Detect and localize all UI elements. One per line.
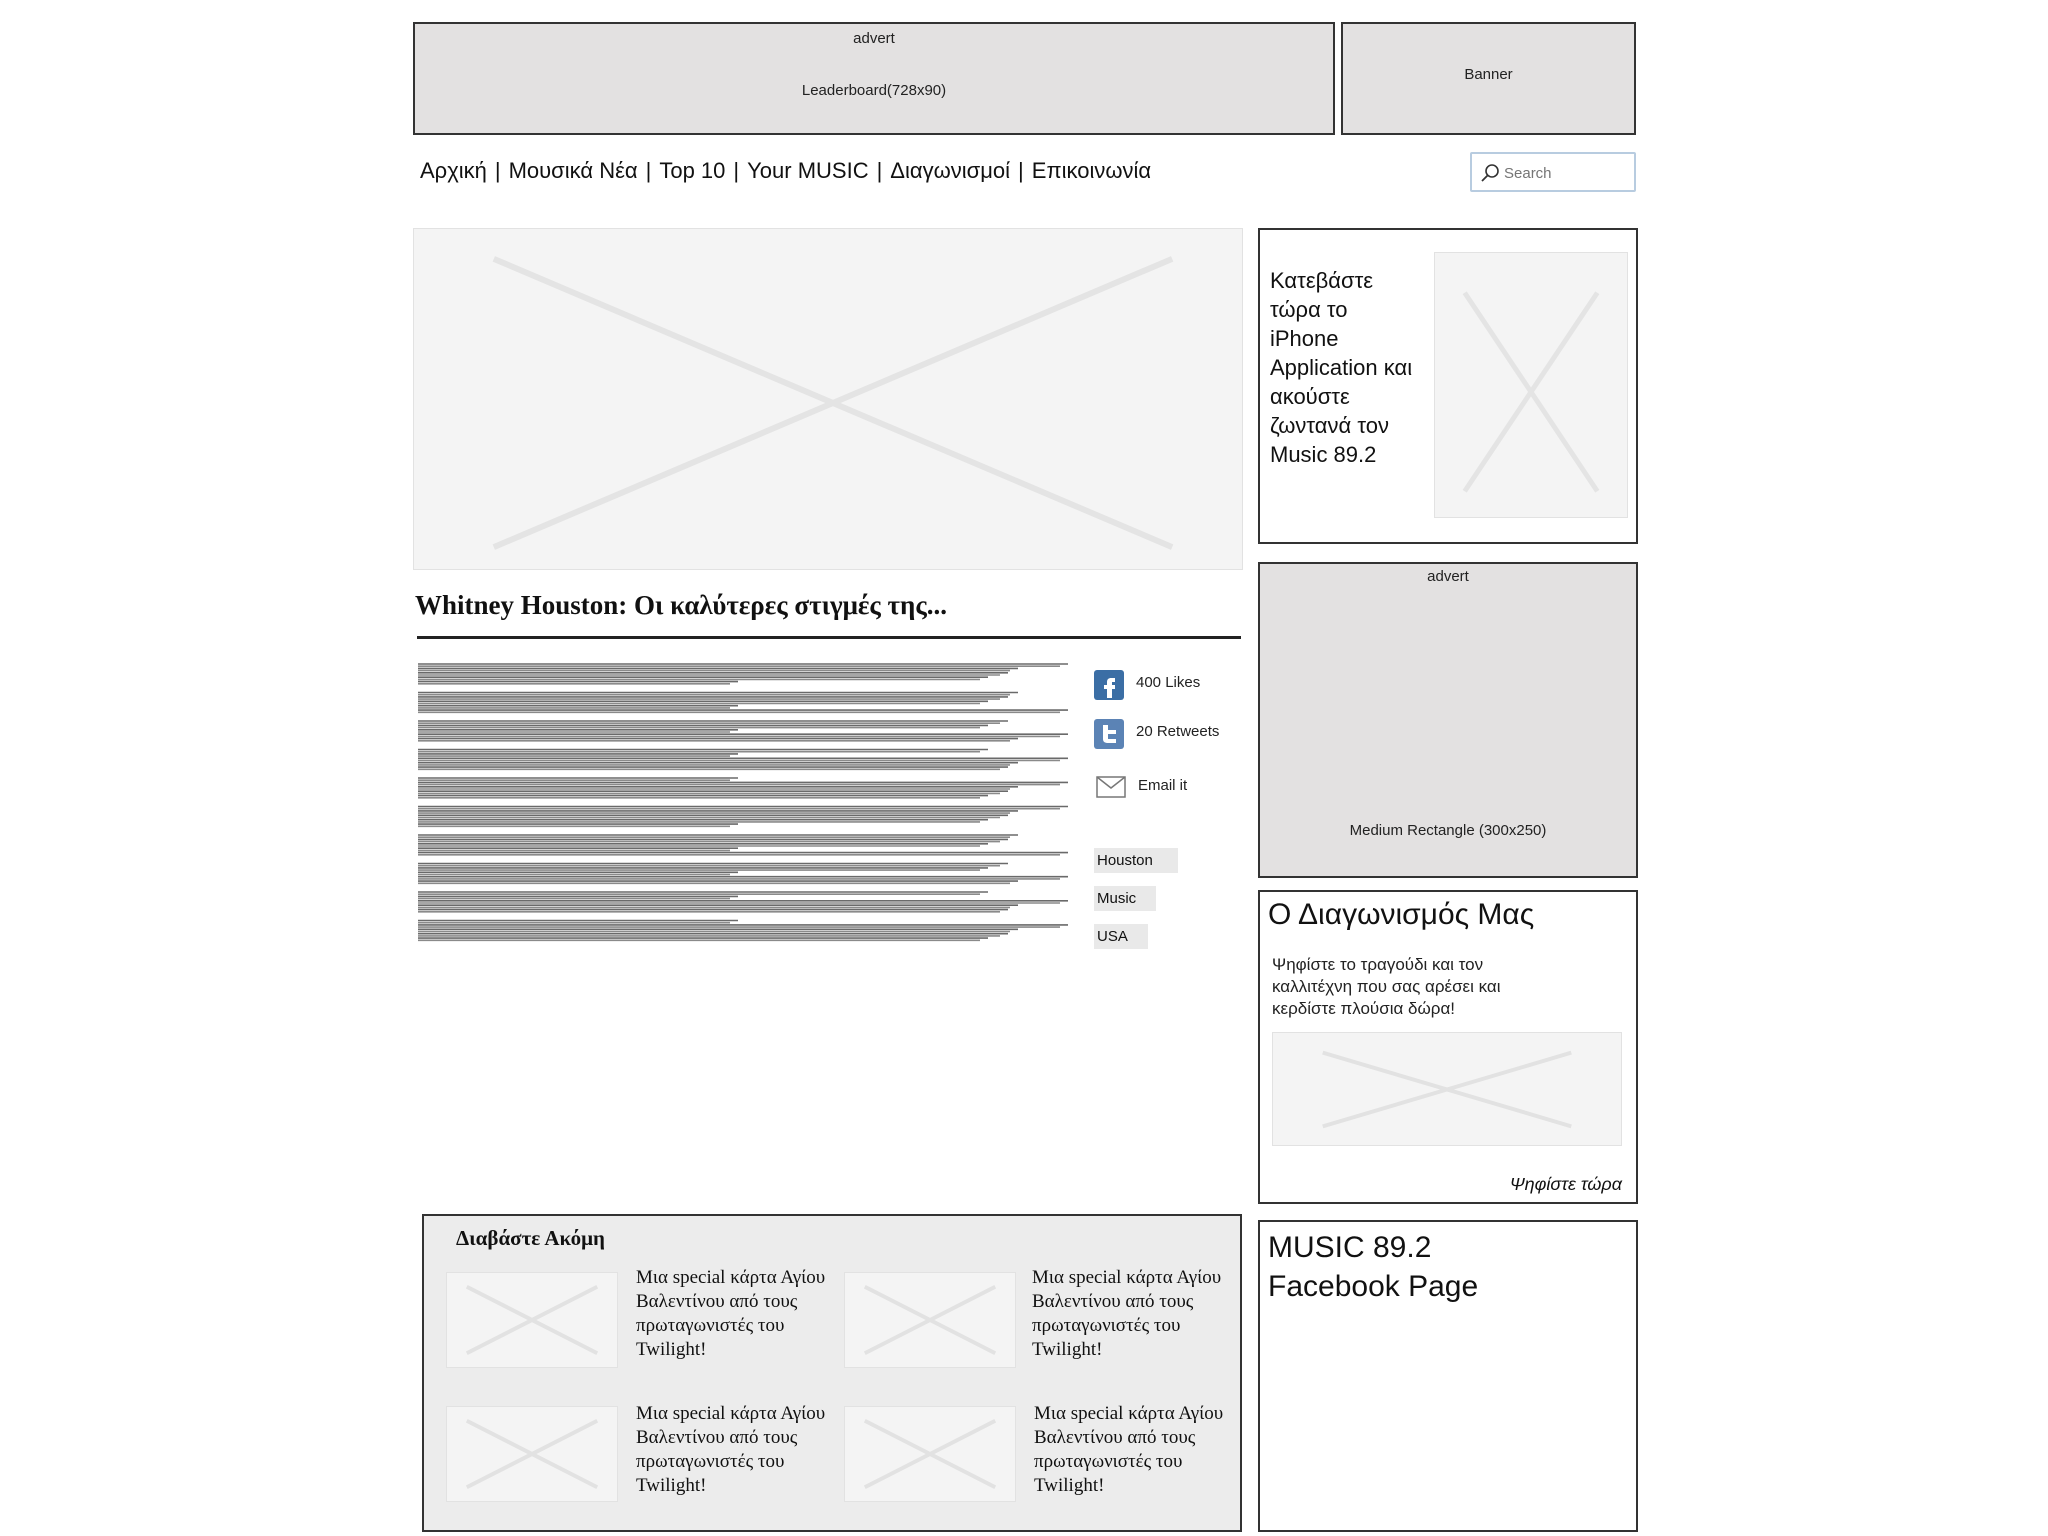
iphone-promo-text: Κατεβάστε τώρα το iPhone Application και ακούστε ζωντανά τον Music 89.2: [1270, 268, 1413, 467]
article-body: [418, 660, 1068, 1190]
email-icon[interactable]: [1096, 776, 1126, 798]
leaderboard-ad-title: advert: [853, 30, 895, 47]
read-more-thumb-1[interactable]: [446, 1272, 618, 1368]
medium-rectangle-ad-title: advert: [1427, 568, 1469, 585]
nav-item-home[interactable]: Αρχική: [420, 158, 487, 183]
read-more-thumb-4[interactable]: [844, 1406, 1016, 1502]
read-more-item-4-text[interactable]: Μια special κάρτα Αγίου Βαλεντίνου από τους πρωταγωνιστές του Twilight!: [1034, 1403, 1224, 1496]
twitter-retweets: 20 Retweets: [1136, 723, 1220, 740]
leaderboard-ad[interactable]: [413, 22, 1335, 135]
contest-description: Ψηφίστε το τραγούδι και τον καλλιτέχνη που σας αρέσει και κερδίστε πλούσια δώρα!: [1272, 955, 1501, 1018]
facebook-page-title: MUSIC 89.2 Facebook Page: [1268, 1231, 1479, 1303]
main-nav: Αρχική | Μουσικά Νέα | Top 10 | Your MUSIC | Διαγωνισμοί | Επικοινωνία: [420, 158, 1152, 183]
banner-ad-label: Banner: [1464, 66, 1513, 83]
contest-vote-link[interactable]: Ψηφίστε τώρα: [1509, 1174, 1622, 1194]
email-it-link[interactable]: Email it: [1138, 777, 1188, 794]
facebook-page-box[interactable]: [1258, 1220, 1638, 1532]
nav-item-contests[interactable]: Διαγωνισμοί: [890, 158, 1011, 183]
facebook-likes: 400 Likes: [1136, 674, 1201, 691]
nav-item-music-news[interactable]: Μουσικά Νέα: [508, 158, 638, 183]
read-more-thumb-2[interactable]: [844, 1272, 1016, 1368]
read-more-thumb-3[interactable]: [446, 1406, 618, 1502]
contest-box: [1258, 890, 1638, 1204]
nav-item-your-music[interactable]: Your MUSIC: [747, 158, 869, 183]
read-more-box: [422, 1214, 1242, 1532]
article-title: Whitney Houston: Οι καλύτερες στιγμές της...: [415, 590, 947, 620]
search-icon: [1480, 163, 1500, 183]
contest-title: Ο Διαγωνισμός Μας: [1268, 898, 1535, 931]
tag-music[interactable]: Music: [1094, 886, 1156, 911]
iphone-promo-image: [1434, 252, 1628, 518]
medium-rectangle-ad[interactable]: [1258, 562, 1638, 878]
leaderboard-ad-label: Leaderboard(728x90): [801, 82, 947, 99]
search-box[interactable]: [1470, 152, 1636, 192]
read-more-item-3-text[interactable]: Μια special κάρτα Αγίου Βαλεντίνου από τους πρωταγωνιστές του Twilight!: [636, 1403, 826, 1496]
article-title-divider: [417, 636, 1241, 639]
read-more-item-1-text[interactable]: Μια special κάρτα Αγίου Βαλεντίνου από τους πρωταγωνιστές του Twilight!: [636, 1267, 826, 1360]
medium-rectangle-ad-label: Medium Rectangle (300x250): [1349, 822, 1547, 839]
banner-ad[interactable]: [1341, 22, 1636, 135]
search-input[interactable]: [1502, 160, 1632, 186]
hero-image-placeholder[interactable]: [413, 228, 1243, 570]
iphone-promo[interactable]: [1258, 228, 1638, 544]
nav-item-top10[interactable]: Top 10: [659, 158, 726, 183]
twitter-icon[interactable]: [1094, 719, 1124, 749]
read-more-item-2-text[interactable]: Μια special κάρτα Αγίου Βαλεντίνου από τους πρωταγωνιστές του Twilight!: [1032, 1267, 1222, 1360]
tag-houston[interactable]: Houston: [1094, 848, 1178, 873]
contest-image: [1272, 1032, 1622, 1146]
nav-item-contact[interactable]: Επικοινωνία: [1031, 158, 1152, 183]
read-more-title: Διαβάστε Ακόμη: [456, 1226, 605, 1250]
facebook-icon[interactable]: [1094, 670, 1124, 700]
tag-usa[interactable]: USA: [1094, 924, 1148, 949]
